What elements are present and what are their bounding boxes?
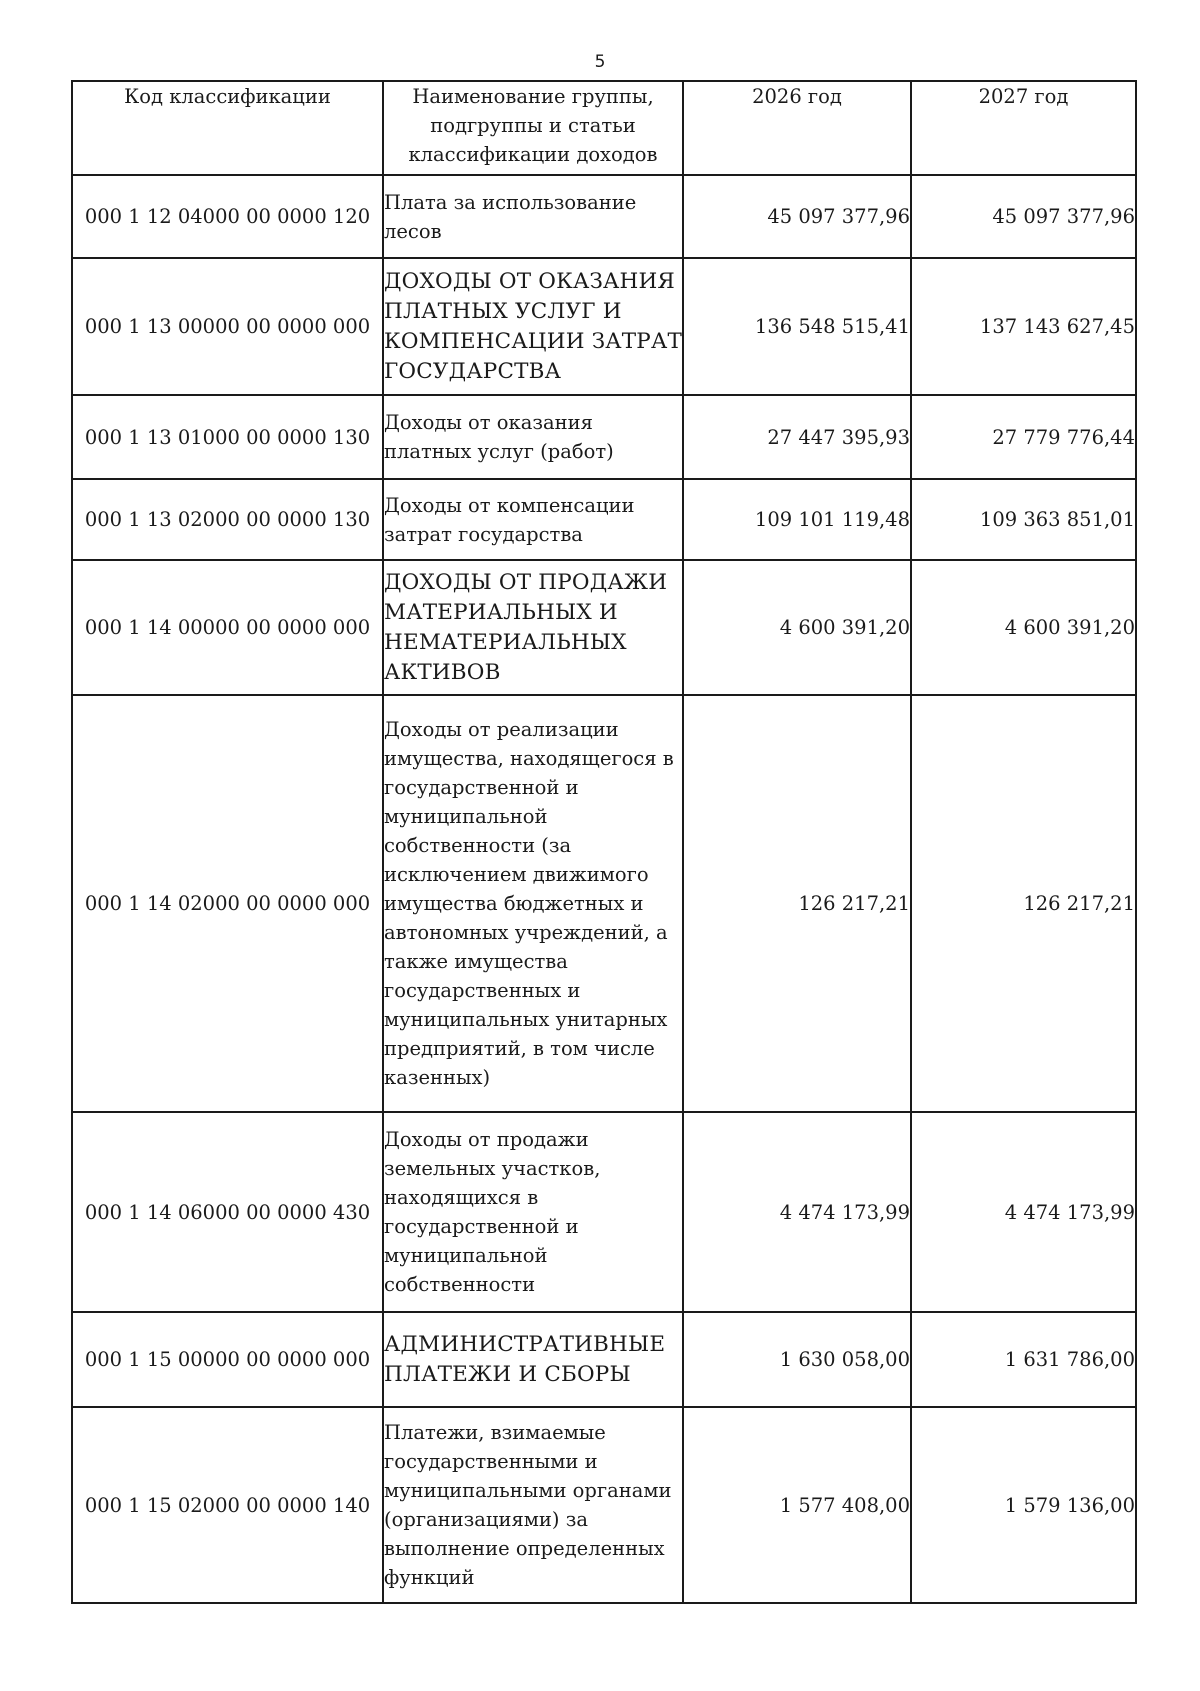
classification-code: 000 1 14 06000 00 0000 430 bbox=[72, 1112, 383, 1312]
amount-2026: 109 101 119,48 bbox=[683, 479, 911, 560]
amount-2027: 137 143 627,45 bbox=[911, 258, 1136, 395]
amount-2026: 45 097 377,96 bbox=[683, 175, 911, 258]
group-name: ДОХОДЫ ОТ ОКАЗАНИЯ ПЛАТНЫХ УСЛУГ И КОМПЕНСАЦИИ ЗАТРАТ ГОСУДАРСТВА bbox=[383, 258, 683, 395]
amount-2027: 27 779 776,44 bbox=[911, 395, 1136, 479]
amount-2027: 1 579 136,00 bbox=[911, 1407, 1136, 1603]
group-name: Доходы от реализации имущества, находящегося в государственной и муниципальной собственности (за исключением движимого имущества бюджетных и автономных учреждений, а также имущества государственных и муниципальных унитарных предприятий, в том числе казенных) bbox=[383, 695, 683, 1112]
classification-code: 000 1 15 02000 00 0000 140 bbox=[72, 1407, 383, 1603]
amount-2026: 1 577 408,00 bbox=[683, 1407, 911, 1603]
classification-code: 000 1 12 04000 00 0000 120 bbox=[72, 175, 383, 258]
amount-2026: 4 474 173,99 bbox=[683, 1112, 911, 1312]
classification-code: 000 1 13 00000 00 0000 000 bbox=[72, 258, 383, 395]
classification-code: 000 1 13 02000 00 0000 130 bbox=[72, 479, 383, 560]
classification-code: 000 1 14 02000 00 0000 000 bbox=[72, 695, 383, 1112]
table-row bbox=[72, 695, 1136, 1112]
classification-code: 000 1 13 01000 00 0000 130 bbox=[72, 395, 383, 479]
table-row bbox=[72, 1112, 1136, 1312]
table-row bbox=[72, 395, 1136, 479]
amount-2027: 4 600 391,20 bbox=[911, 560, 1136, 695]
amount-2026: 27 447 395,93 bbox=[683, 395, 911, 479]
table-row bbox=[72, 1312, 1136, 1407]
classification-code: 000 1 15 00000 00 0000 000 bbox=[72, 1312, 383, 1407]
header-year-2026: 2026 год bbox=[683, 81, 911, 175]
amount-2026: 1 630 058,00 bbox=[683, 1312, 911, 1407]
group-name: АДМИНИСТРАТИВНЫЕ ПЛАТЕЖИ И СБОРЫ bbox=[383, 1312, 683, 1407]
classification-code: 000 1 14 00000 00 0000 000 bbox=[72, 560, 383, 695]
revenue-table bbox=[71, 80, 1137, 1604]
table-row bbox=[72, 258, 1136, 395]
group-name: ДОХОДЫ ОТ ПРОДАЖИ МАТЕРИАЛЬНЫХ И НЕМАТЕРИАЛЬНЫХ АКТИВОВ bbox=[383, 560, 683, 695]
table-row bbox=[72, 479, 1136, 560]
amount-2027: 1 631 786,00 bbox=[911, 1312, 1136, 1407]
amount-2026: 4 600 391,20 bbox=[683, 560, 911, 695]
group-name: Доходы от продажи земельных участков, находящихся в государственной и муниципальной собственности bbox=[383, 1112, 683, 1312]
amount-2026: 136 548 515,41 bbox=[683, 258, 911, 395]
header-classification-code: Код классификации bbox=[72, 81, 383, 175]
table-row bbox=[72, 560, 1136, 695]
header-year-2027: 2027 год bbox=[911, 81, 1136, 175]
group-name: Платежи, взимаемые государственными и муниципальными органами (организациями) за выполнение определенных функций bbox=[383, 1407, 683, 1603]
group-name: Доходы от оказания платных услуг (работ) bbox=[383, 395, 683, 479]
amount-2027: 4 474 173,99 bbox=[911, 1112, 1136, 1312]
amount-2027: 45 097 377,96 bbox=[911, 175, 1136, 258]
amount-2027: 126 217,21 bbox=[911, 695, 1136, 1112]
amount-2026: 126 217,21 bbox=[683, 695, 911, 1112]
page-number: 5 bbox=[594, 52, 606, 72]
table-header-row bbox=[72, 81, 1136, 175]
amount-2027: 109 363 851,01 bbox=[911, 479, 1136, 560]
table-row bbox=[72, 1407, 1136, 1603]
header-group-name: Наименование группы, подгруппы и статьи классификации доходов bbox=[383, 81, 683, 175]
group-name: Плата за использование лесов bbox=[383, 175, 683, 258]
table-row bbox=[72, 175, 1136, 258]
group-name: Доходы от компенсации затрат государства bbox=[383, 479, 683, 560]
